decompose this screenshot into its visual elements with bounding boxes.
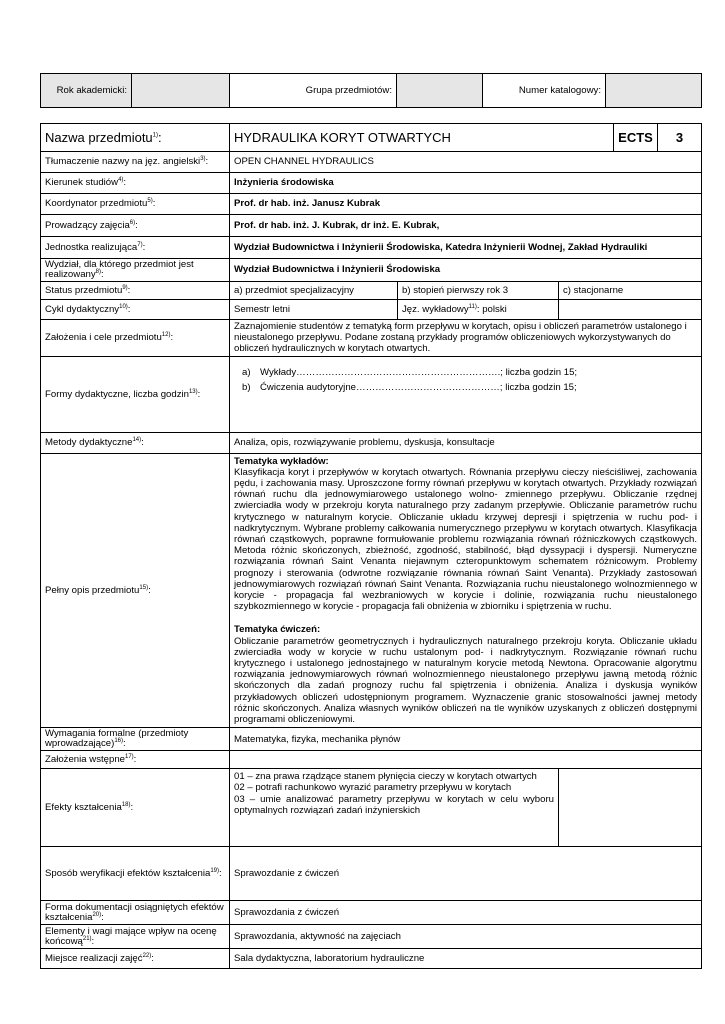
- lectures-title: Tematyka wykładów:: [234, 455, 329, 467]
- faculty-value: Wydział Budownictwa i Inżynierii Środowiska: [230, 259, 702, 282]
- prerequisites-value: [230, 751, 702, 769]
- cycle-label: Cykl dydaktyczny$^{10)}$:: [41, 300, 230, 320]
- status-b: b) stopień pierwszy rok 3: [398, 282, 559, 300]
- cycle-empty: [559, 300, 702, 320]
- status-c: c) stacjonarne: [559, 282, 702, 300]
- forms-value: [230, 356, 702, 432]
- instructors-value: Prof. dr hab. inż. J. Kubrak, dr inż. E. Kubrak,: [230, 215, 702, 237]
- goals-value: Zaznajomienie studentów z tematyką form przepływu w korytach, opisu i obliczeń parametrów ustalonego i nieustalonego przepływu. Podane zostaną przykłady programów obliczeniowych wykorzystywanych do obliczeń hydraulicznych w korytach otwartych.: [230, 320, 702, 357]
- grading-value: Sprawozdania, aktywność na zajęciach: [230, 925, 702, 949]
- outcomes-empty: [559, 769, 702, 847]
- methods-value: Analiza, opis, rozwiązywanie problemu, dyskusja, konsultacje: [230, 432, 702, 453]
- outcome-item: 03 – umie analizować parametry przepływu w korytach w celu wyboru optymalnych rozwiązań zadań inżynierskich: [234, 793, 554, 816]
- status-a: a) przedmiot specjalizacyjny: [230, 282, 398, 300]
- outcome-item: 02 – potrafi rachunkowo wyrazić parametry przepływu w korytach: [234, 782, 512, 794]
- ects-value: 3: [658, 124, 702, 152]
- english-name-label: Tłumaczenie nazwy na jęz. angielski$^{3)}$:: [41, 152, 230, 173]
- verification-label: Sposób weryfikacji efektów kształcenia$^{19)}$:: [41, 847, 230, 901]
- exercises-title: Tematyka ćwiczeń:: [234, 624, 321, 636]
- coordinator-label: Koordynator przedmiotu$^{5)}$:: [41, 194, 230, 215]
- requirements-label: Wymagania formalne (przedmioty wprowadzające)$^{16)}$:: [41, 728, 230, 751]
- outcomes-label: Efekty kształcenia$^{18)}$:: [41, 769, 230, 847]
- ects-label: ECTS: [614, 124, 658, 152]
- requirements-value: Matematyka, fizyka, mechanika płynów: [230, 728, 702, 751]
- language-value: Jęz. wykładowy$^{11)}$: polski: [398, 300, 559, 320]
- description-value: [230, 453, 702, 728]
- outcomes-list: [230, 769, 559, 847]
- catalog-number-label: Numer katalogowy:: [483, 74, 606, 108]
- unit-label: Jednostka realizująca$^{7)}$:: [41, 237, 230, 259]
- unit-value: Wydział Budownictwa i Inżynierii Środowiska, Katedra Inżynierii Wodnej, Zakład Hydrauliki: [230, 237, 702, 259]
- lectures-text: Klasyfikacja koryt i przepływów w korytach otwartych. Równania przepływu cieczy nieściśliwej, zachowania pędu, i zachowania masy. Uproszczone formy równań przepływu w korytach otwartych. Przykłady rozwiązań równań ruchu dla jednowymiarowego ustalonego wolno- zmiennego przepływu. Obliczanie rzędnej zwierciadła wody w przekroju koryta naturalnego przy zadanym przepływie. Obliczanie parametrów ruchu krytycznego w naturalnym korycie. Obliczanie układu krzywej depresji i spiętrzenia w ruchu pod- i nadkrytycznym. Wybrane problemy całkowania numerycznego przepływu w korytach otwartych. Klasyfikacja równań cząstkowych, poprawne formułowanie problemu rozwiązania równań różniczkowych cząstkowych. Metoda różnic skończonych, zbieżność, zgodność, stabilność, błąd dyssypacji i dyspersji. Numeryczne rozwiązania równań Saint Venanta niejawnym czteropunktowym schematem różnicowym. Problemy prognozy i sterowania (odwrotne rozwiązanie równania równań Saint Venanta). Przykłady zastosowań jednowymiarowych rozwiązań równań Saint Venanta. Rozwiązania ruchu nieustalonego wolnozmiennego w korycie - propagacja fal wezbraniowych w korycie i dolinie, rozwiązania ruchu nieustalonego szybkozmiennego w korycie - propagacja fali obniżenia w zbiorniku i spiętrzenia w ruchu.: [234, 466, 698, 613]
- forms-label: Formy dydaktyczne, liczba godzin$^{13)}$:: [41, 356, 230, 432]
- outcome-item: 01 – zna prawa rządzące stanem płynięcia cieczy w korytach otwartych: [234, 771, 537, 783]
- goals-label: Założenia i cele przedmiotu$^{12)}$:: [41, 320, 230, 357]
- cycle-value: Semestr letni: [230, 300, 398, 320]
- academic-year-value[interactable]: [132, 74, 230, 108]
- verification-value: Sprawozdanie z ćwiczeń: [230, 847, 702, 901]
- description-label: Pełny opis przedmiotu$^{15)}$:: [41, 453, 230, 728]
- location-label: Miejsce realizacji zajęć$^{22)}$:: [41, 949, 230, 969]
- status-label: Status przedmiotu$^{9)}$:: [41, 282, 230, 300]
- course-name-value: HYDRAULIKA KORYT OTWARTYCH: [230, 124, 614, 152]
- course-group-value[interactable]: [397, 74, 483, 108]
- forms-item: b) Ćwiczenia audytoryjne………………………………………; liczba godzin 15;: [242, 381, 577, 393]
- academic-year-label: Rok akademicki:: [41, 74, 132, 108]
- grading-label: Elementy i wagi mające wpływ na ocenę końcową$^{21)}$:: [41, 925, 230, 949]
- faculty-label: Wydział, dla którego przedmiot jest realizowany$^{8)}$:: [41, 259, 230, 282]
- exercises-text: Obliczanie parametrów geometrycznych i hydraulicznych naturalnego przekroju koryta. Obliczanie układu zwierciadła wody w korycie w ruchu ustalonym pod- i nadkrytycznym. Rozwiązanie równań ruchu krytycznego i ustalonego jednostajnego w naturalnym korycie metodą Newtona. Opracowanie algorytmu rozwiązania jednowymiarowych równań wolnozmiennego nieustalonego przepływu jawną metodą różnic skończonych dla zadań prognozy ruchu fal spiętrzenia i obniżenia. Analiza i dyskusja wyników przykładowych obliczeń udostępnionym programem. Wyznaczenie granic stosowalności jawnej metody różnic skończonych. Analiza własnych wyników obliczeń na tle wyników uzyskanych z obliczeń dostępnymi programami obliczeniowymi.: [234, 635, 698, 726]
- forms-item: a) Wykłady……………………………………………………….; liczba godzin 15;: [242, 366, 578, 378]
- field-of-study-value: Inżynieria środowiska: [230, 173, 702, 194]
- course-group-label: Grupa przedmiotów:: [230, 74, 397, 108]
- prerequisites-label: Założenia wstępne$^{17)}$:: [41, 751, 230, 769]
- catalog-number-value[interactable]: [606, 74, 702, 108]
- location-value: Sala dydaktyczna, laboratorium hydrauliczne: [230, 949, 702, 969]
- field-of-study-label: Kierunek studiów$^{4)}$:: [41, 173, 230, 194]
- course-table: [40, 123, 702, 969]
- methods-label: Metody dydaktyczne$^{14)}$:: [41, 432, 230, 453]
- documentation-label: Forma dokumentacji osiągniętych efektów kształcenia$^{20)}$:: [41, 901, 230, 925]
- instructors-label: Prowadzący zajęcia$^{6)}$:: [41, 215, 230, 237]
- english-name-value: OPEN CHANNEL HYDRAULICS: [230, 152, 702, 173]
- row-course-name: [41, 124, 702, 152]
- documentation-value: Sprawozdania z ćwiczeń: [230, 901, 702, 925]
- coordinator-value: Prof. dr hab. inż. Janusz Kubrak: [230, 194, 702, 215]
- course-name-label: Nazwa przedmiotu$^{1)}$:: [41, 124, 230, 152]
- header-table: [40, 73, 702, 108]
